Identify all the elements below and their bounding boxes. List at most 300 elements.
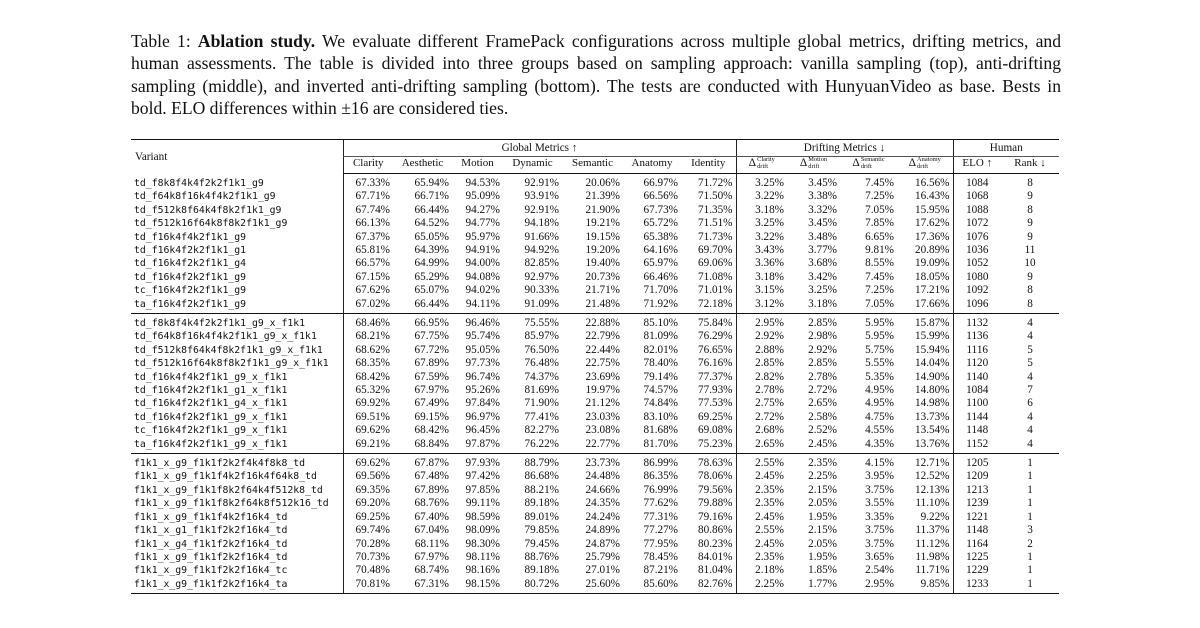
metric-cell: 17.62% (915, 217, 950, 230)
metric-cell: 71.73% (698, 230, 733, 243)
delta-sup: Motion (808, 156, 828, 164)
metric-cell: 21.48% (585, 297, 620, 310)
metric-cell: 2.85% (787, 314, 840, 331)
metric-cell: 1.85% (808, 564, 837, 577)
variant-cell: f1k1_x_g9_f1k1f4k2f16k4f64k8_td (134, 471, 317, 483)
metric-cell: 69.25% (698, 410, 733, 423)
delta-scripts (861, 157, 885, 170)
metric-cell: 3.18% (736, 271, 787, 284)
column-header-motion: Motion (452, 157, 503, 174)
metric-cell: 1136 (953, 330, 1001, 343)
metric-cell: 25.60% (562, 578, 623, 594)
metric-cell: 3.75% (865, 483, 894, 496)
metric-cell: 1080 (953, 271, 1001, 284)
delta-scripts (757, 157, 775, 170)
metric-cell: 94.00% (465, 257, 500, 270)
metric-cell: 94.02% (465, 284, 500, 297)
metric-cell: 5.55% (865, 357, 894, 370)
metric-cell: 79.45% (524, 537, 559, 550)
metric-cell: 2.88% (736, 344, 787, 357)
metric-cell: 17.21% (915, 284, 950, 297)
metric-cell: 1225 (953, 551, 1001, 564)
metric-cell: 66.46% (643, 270, 678, 283)
metric-cell: 65.81% (343, 244, 393, 257)
metric-cell: 1 (1027, 550, 1033, 563)
metric-cell: 69.15% (414, 410, 449, 423)
metric-cell: 94.11% (465, 297, 500, 310)
variant-cell: td_f16k4f2k2f1k1_g4_x_f1k1 (134, 398, 288, 410)
metric-cell: 20.89% (915, 243, 950, 256)
metric-cell: 2.52% (808, 424, 837, 437)
metric-cell: 79.16% (698, 510, 733, 523)
metric-cell: 13.54% (915, 424, 950, 437)
metric-cell: 2 (1027, 537, 1033, 550)
metric-cell: 89.18% (524, 564, 559, 577)
metric-cell: 1116 (953, 344, 1001, 357)
metric-cell: 21.90% (585, 203, 620, 216)
metric-cell: 68.76% (414, 497, 449, 510)
metric-cell: 3.18% (736, 204, 787, 217)
metric-cell: 14.90% (915, 370, 950, 383)
metric-cell: 19.20% (585, 243, 620, 256)
metric-cell: 68.42% (414, 424, 449, 437)
metric-cell: 1148 (953, 424, 1001, 437)
metric-cell: 86.68% (524, 470, 559, 483)
metric-cell: 4.55% (865, 424, 894, 437)
metric-cell: 1152 (953, 438, 1001, 454)
metric-cell: 4 (1027, 424, 1033, 437)
metric-cell: 5.75% (865, 343, 894, 356)
metric-cell: 83.10% (643, 410, 678, 423)
table-row (131, 397, 1059, 410)
metric-cell: 24.48% (585, 470, 620, 483)
metric-cell: 1148 (953, 524, 1001, 537)
metric-cell: 4 (1027, 437, 1033, 450)
metric-cell: 7.25% (865, 284, 894, 297)
metric-cell: 67.89% (414, 483, 449, 496)
metric-cell: 17.36% (915, 230, 950, 243)
delta-sub: drift (860, 163, 872, 170)
metric-cell: 2.45% (736, 538, 787, 551)
metric-cell: 70.81% (343, 578, 393, 594)
metric-cell: 1084 (953, 384, 1001, 397)
metric-cell: 68.46% (343, 314, 393, 331)
metric-cell: 5 (1027, 343, 1033, 356)
metric-cell: 69.70% (698, 243, 733, 256)
metric-cell: 66.44% (414, 297, 449, 310)
column-header-semantic-drift (840, 157, 897, 174)
column-header-motion-drift (787, 157, 840, 174)
table-row (131, 357, 1059, 370)
metric-cell: 2.78% (736, 384, 787, 397)
variant-cell: td_f512k16f64k8f8k2f1k1_g9_x_f1k1 (134, 358, 329, 370)
metric-cell: 15.95% (915, 203, 950, 216)
metric-cell: 2.65% (808, 397, 837, 410)
metric-cell: 92.91% (524, 176, 559, 189)
metric-cell: 69.20% (343, 497, 393, 510)
metric-cell: 4.95% (865, 384, 894, 397)
caption-heading: Ablation study. (197, 31, 316, 51)
metric-cell: 1213 (953, 484, 1001, 497)
metric-cell: 1052 (953, 257, 1001, 270)
metric-cell: 2.35% (736, 551, 787, 564)
metric-cell: 4.15% (840, 454, 897, 471)
metric-cell: 2.05% (808, 537, 837, 550)
metric-cell: 77.93% (698, 384, 733, 397)
metric-cell: 1.77% (787, 578, 840, 594)
metric-cell: 67.97% (414, 550, 449, 563)
metric-cell: 2.72% (736, 411, 787, 424)
metric-cell: 11.10% (915, 497, 950, 510)
metric-cell: 68.74% (414, 564, 449, 577)
table-row (131, 257, 1059, 270)
metric-cell: 65.07% (414, 284, 449, 297)
metric-cell: 91.66% (524, 230, 559, 243)
metric-cell: 67.49% (414, 397, 449, 410)
table-row (131, 551, 1059, 564)
variant-cell: td_f64k8f16k4f4k2f1k1_g9 (134, 191, 276, 203)
variant-cell: ta_f16k4f2k2f1k1_g9_x_f1k1 (134, 438, 288, 450)
global-metrics-header: Global Metrics ↑ (343, 140, 736, 157)
metric-cell: 95.26% (465, 384, 500, 397)
metric-cell: 74.37% (524, 370, 559, 383)
metric-cell: 1229 (953, 564, 1001, 577)
metric-cell: 2.55% (736, 454, 787, 471)
metric-cell: 84.01% (698, 550, 733, 563)
metric-cell: 69.25% (343, 511, 393, 524)
metric-cell: 1096 (953, 298, 1001, 314)
metric-cell: 2.45% (808, 437, 837, 450)
metric-cell: 65.94% (414, 176, 449, 189)
metric-cell: 81.68% (643, 424, 678, 437)
table-row (131, 217, 1059, 230)
table-row (131, 578, 1059, 594)
metric-cell: 3.77% (808, 243, 837, 256)
variant-header: Variant (131, 140, 343, 174)
metric-cell: 97.73% (465, 357, 500, 370)
metric-cell: 69.06% (698, 257, 733, 270)
metric-cell: 2.35% (787, 454, 840, 471)
metric-cell: 19.15% (585, 230, 620, 243)
metric-cell: 87.21% (643, 564, 678, 577)
metric-cell: 82.85% (524, 257, 559, 270)
metric-cell: 8 (1027, 176, 1033, 189)
metric-cell: 76.99% (643, 483, 678, 496)
metric-cell: 90.33% (524, 284, 559, 297)
column-header-anatomy: Anatomy (623, 157, 681, 174)
table-row (131, 244, 1059, 257)
metric-cell: 8 (1027, 297, 1033, 310)
metric-cell: 81.70% (643, 437, 678, 450)
metric-cell: 15.94% (915, 343, 950, 356)
metric-cell: 65.32% (343, 384, 393, 397)
metric-cell: 67.97% (414, 384, 449, 397)
metric-cell: 97.84% (465, 397, 500, 410)
metric-cell: 3.48% (808, 230, 837, 243)
metric-cell: 4.75% (865, 410, 894, 423)
metric-cell: 66.95% (393, 314, 452, 331)
column-header-rank: Rank ↓ (1001, 157, 1059, 174)
metric-cell: 9 (1027, 270, 1033, 283)
metric-cell: 71.90% (524, 397, 559, 410)
metric-cell: 5.35% (865, 370, 894, 383)
metric-cell: 95.74% (465, 330, 500, 343)
metric-cell: 91.09% (524, 297, 559, 310)
metric-cell: 27.01% (585, 564, 620, 577)
metric-cell: 78.63% (681, 454, 736, 471)
metric-cell: 67.48% (414, 470, 449, 483)
metric-cell: 17.66% (915, 297, 950, 310)
metric-cell: 80.72% (503, 578, 562, 594)
metric-cell: 77.41% (524, 410, 559, 423)
delta-scripts (808, 157, 827, 170)
metric-cell: 76.65% (698, 343, 733, 356)
table-row (131, 284, 1059, 297)
variant-cell: td_f16k4f2k2f1k1_g4 (134, 258, 247, 270)
metric-cell: 78.40% (643, 357, 678, 370)
metric-cell: 2.58% (808, 410, 837, 423)
metric-cell: 14.98% (915, 397, 950, 410)
metric-cell: 8 (1027, 284, 1033, 297)
metric-cell: 66.56% (643, 190, 678, 203)
metric-cell: 23.08% (585, 424, 620, 437)
metric-cell: 66.44% (414, 203, 449, 216)
metric-cell: 9 (1027, 190, 1033, 203)
metric-cell: 20.73% (585, 270, 620, 283)
metric-cell: 21.12% (585, 397, 620, 410)
metric-cell: 2.55% (736, 524, 787, 537)
metric-cell: 3.25% (736, 173, 787, 190)
metric-cell: 2.45% (736, 511, 787, 524)
metric-cell: 75.55% (503, 314, 562, 331)
variant-cell: td_f8k8f4k4f2k2f1k1_g9_x_f1k1 (131, 314, 343, 331)
metric-cell: 1 (1001, 454, 1059, 471)
metric-cell: 69.62% (343, 424, 393, 437)
metric-cell: 1088 (953, 204, 1001, 217)
metric-cell: 1120 (953, 357, 1001, 370)
metric-cell: 1072 (953, 217, 1001, 230)
variant-cell: td_f8k8f4k4f2k2f1k1_g9 (134, 177, 264, 189)
metric-cell: 94.91% (465, 243, 500, 256)
metric-cell: 1209 (953, 470, 1001, 483)
metric-cell: 7.85% (865, 217, 894, 230)
metric-cell: 67.15% (343, 271, 393, 284)
metric-cell: 95.09% (465, 190, 500, 203)
metric-cell: 66.13% (343, 217, 393, 230)
column-header-dynamic: Dynamic (503, 157, 562, 174)
metric-cell: 67.73% (643, 203, 678, 216)
metric-cell: 1164 (953, 538, 1001, 551)
table-row (131, 271, 1059, 284)
variant-cell: td_f64k8f16k4f4k2f1k1_g9_x_f1k1 (134, 331, 317, 343)
metric-cell: 2.95% (736, 314, 787, 331)
metric-cell: 95.97% (465, 230, 500, 243)
metric-cell: 64.16% (643, 243, 678, 256)
metric-cell: 2.92% (808, 343, 837, 356)
metric-cell: 99.11% (465, 497, 500, 510)
metric-cell: 2.54% (865, 564, 894, 577)
metric-cell: 1092 (953, 284, 1001, 297)
table-row (131, 564, 1059, 577)
metric-cell: 68.35% (343, 357, 393, 370)
metric-cell: 69.21% (343, 438, 393, 454)
metric-cell: 23.03% (585, 410, 620, 423)
metric-cell: 75.84% (681, 314, 736, 331)
metric-cell: 98.11% (465, 550, 500, 563)
metric-cell: 1 (1027, 564, 1033, 577)
metric-cell: 3.22% (736, 231, 787, 244)
metric-cell: 70.48% (343, 564, 393, 577)
metric-cell: 92.97% (524, 270, 559, 283)
metric-cell: 97.87% (465, 437, 500, 450)
metric-cell: 80.86% (698, 524, 733, 537)
metric-cell: 23.69% (585, 370, 620, 383)
metric-cell: 74.57% (643, 384, 678, 397)
metric-cell: 76.22% (524, 437, 559, 450)
table-row (131, 497, 1059, 510)
metric-cell: 79.56% (698, 483, 733, 496)
variant-cell: td_f16k4f2k2f1k1_g1 (134, 244, 247, 256)
metric-cell: 67.89% (414, 357, 449, 370)
table-row (131, 330, 1059, 343)
metric-cell: 72.18% (698, 297, 733, 310)
metric-cell: 16.43% (915, 190, 950, 203)
metric-cell: 85.60% (623, 578, 681, 594)
metric-cell: 67.33% (343, 173, 393, 190)
metric-cell: 71.51% (698, 217, 733, 230)
metric-cell: 69.92% (343, 397, 393, 410)
metric-cell: 3.95% (865, 470, 894, 483)
metric-cell: 95.05% (465, 343, 500, 356)
variant-cell: f1k1_x_g9_f1k1f2k2f16k4_tc (134, 565, 288, 577)
metric-cell: 1076 (953, 231, 1001, 244)
metric-cell: 2.85% (736, 357, 787, 370)
metric-cell: 75.23% (698, 437, 733, 450)
variant-cell: tc_f16k4f2k2f1k1_g9_x_f1k1 (134, 425, 288, 437)
metric-cell: 98.30% (465, 537, 500, 550)
metric-cell: 81.69% (524, 384, 559, 397)
metric-cell: 3.18% (808, 297, 837, 310)
metric-cell: 8.55% (865, 257, 894, 270)
delta-sub: drift (808, 163, 820, 170)
metric-cell: 1 (1027, 497, 1033, 510)
metric-cell: 3.35% (865, 510, 894, 523)
variant-cell: ta_f16k4f2k2f1k1_g9 (134, 298, 247, 310)
metric-cell: 2.05% (808, 497, 837, 510)
delta-sub: drift (757, 163, 769, 170)
variant-cell: td_f512k16f64k8f8k2f1k1_g9 (134, 218, 288, 230)
metric-cell: 3.36% (736, 257, 787, 270)
metric-cell: 1132 (953, 314, 1001, 331)
metric-cell: 2.25% (808, 470, 837, 483)
metric-cell: 3.38% (808, 190, 837, 203)
table-caption (131, 30, 1061, 120)
metric-cell: 67.71% (343, 190, 393, 203)
metric-cell: 1068 (953, 190, 1001, 203)
metric-cell: 77.95% (643, 537, 678, 550)
metric-cell: 77.53% (698, 397, 733, 410)
variant-cell: td_f512k8f64k4f8k2f1k1_g9 (134, 204, 282, 216)
metric-cell: 68.62% (343, 344, 393, 357)
table-row (131, 231, 1059, 244)
delta-symbol: Δ (799, 157, 808, 170)
metric-cell: 1144 (953, 411, 1001, 424)
table-row (131, 298, 1059, 314)
metric-cell: 24.35% (585, 497, 620, 510)
metric-cell: 67.74% (343, 204, 393, 217)
caption-label: Table 1: (131, 31, 191, 51)
metric-cell: 1 (1027, 470, 1033, 483)
metric-cell: 77.62% (643, 497, 678, 510)
metric-cell: 67.31% (393, 578, 452, 594)
variant-cell: td_f16k4f2k2f1k1_g9 (134, 271, 247, 283)
table-row (131, 190, 1059, 203)
metric-cell: 71.08% (698, 270, 733, 283)
metric-cell: 2.65% (736, 438, 787, 454)
metric-cell: 9 (1027, 230, 1033, 243)
variant-cell: td_f16k4f2k2f1k1_g9_x_f1k1 (134, 411, 288, 423)
metric-cell: 13.73% (915, 410, 950, 423)
table-row (131, 204, 1059, 217)
metric-cell: 3.45% (808, 176, 837, 189)
metric-cell: 68.11% (414, 537, 449, 550)
metric-cell: 76.29% (698, 330, 733, 343)
metric-cell: 66.97% (643, 176, 678, 189)
metric-cell: 21.39% (585, 190, 620, 203)
metric-cell: 67.62% (343, 284, 393, 297)
metric-cell: 71.50% (698, 190, 733, 203)
metric-cell: 98.09% (465, 524, 500, 537)
metric-cell: 66.71% (414, 190, 449, 203)
metric-cell: 9 (1027, 217, 1033, 230)
metric-cell: 1239 (953, 497, 1001, 510)
metric-cell: 2.15% (808, 524, 837, 537)
metric-cell: 19.97% (585, 384, 620, 397)
metric-cell: 5 (1027, 357, 1033, 370)
metric-cell: 9.81% (865, 243, 894, 256)
metric-cell: 76.48% (524, 357, 559, 370)
variant-cell: f1k1_x_g9_f1k1f2k2f4k4f8k8_td (131, 454, 343, 471)
metric-cell: 2.82% (736, 371, 787, 384)
metric-cell: 7.25% (865, 190, 894, 203)
metric-cell: 24.89% (585, 524, 620, 537)
metric-cell: 1100 (953, 397, 1001, 410)
metric-cell: 94.53% (465, 176, 500, 189)
metric-cell: 71.72% (698, 176, 733, 189)
metric-cell: 67.40% (414, 510, 449, 523)
variant-cell: f1k1_x_g9_f1k1f2k2f16k4_ta (131, 578, 343, 594)
metric-cell: 78.45% (643, 550, 678, 563)
variant-cell: td_f512k8f64k4f8k2f1k1_g9_x_f1k1 (134, 344, 323, 356)
metric-cell: 3.65% (865, 550, 894, 563)
metric-cell: 21.71% (585, 284, 620, 297)
metric-cell: 88.21% (524, 483, 559, 496)
metric-cell: 1 (1001, 578, 1059, 594)
metric-cell: 77.37% (698, 370, 733, 383)
table-row (131, 454, 1059, 471)
table-row (131, 484, 1059, 497)
metric-cell: 11.12% (915, 537, 950, 550)
metric-cell: 1.95% (808, 550, 837, 563)
variant-cell: td_f16k4f4k2f1k1_g9 (134, 231, 247, 243)
metric-cell: 82.27% (524, 424, 559, 437)
metric-cell: 65.72% (643, 217, 678, 230)
metric-cell: 7 (1027, 384, 1033, 397)
metric-cell: 3.12% (736, 298, 787, 314)
metric-cell: 4 (1001, 314, 1059, 331)
metric-cell: 3.55% (865, 497, 894, 510)
metric-cell: 4 (1027, 370, 1033, 383)
